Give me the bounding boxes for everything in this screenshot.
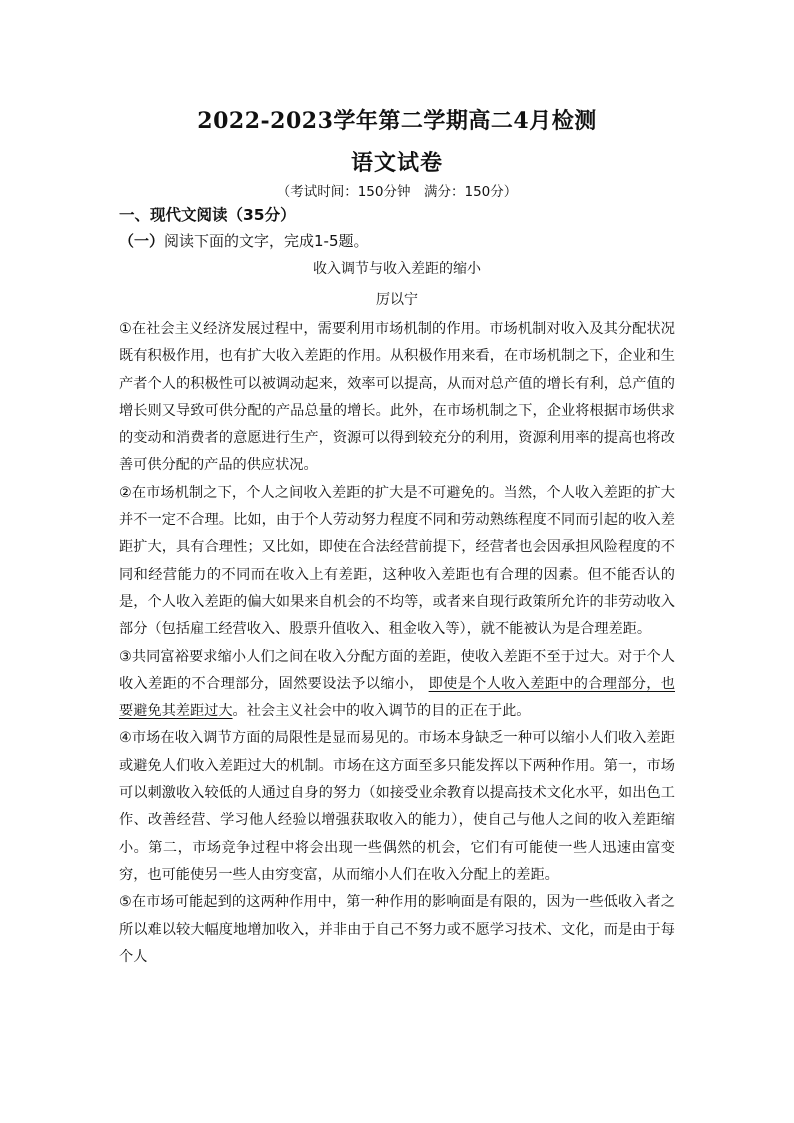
paragraph-1: ①在社会主义经济发展过程中，需要利用市场机制的作用。市场机制对收入及其分配状况既有积极作用，也有扩大收入差距的作用。从积极作用来看，在市场机制之下，企业和生产者个人的积极性可以被调动起来，效率可以提高，从而对总产值的增长有利，总产值的增长则又导致可供分配的产品总量的增长。此外，在市场机制之下，企业将根据市场供求的变动和消费者的意愿进行生产，资源可以得到较充分的利用，资源利用率的提高也将改善可供分配的产品的供应状况。 <box>119 321 675 474</box>
exam-title: 2022-2023学年第二学期高二4月检测 <box>197 108 597 134</box>
paragraph-3-text: ③共同富裕要求缩小人们之间在收入分配方面的差距，使收入差距不至于过大。对于个人收入差距的不合理部分，固然要设法予以缩小， <box>119 648 675 692</box>
paragraph-2: ②在市场机制之下，个人之间收入差距的扩大是不可避免的。当然，个人收入差距的扩大并不一定不合理。比如，由于个人劳动努力程度不同和劳动熟练程度不同而引起的收入差距扩大，具有合理性；又比如，即使在合法经营前提下，经营者也会因承担风险程度的不同和经营能力的不同而在收入上有差距，这种收入差距也有合理的因素。但不能否认的是，个人收入差距的偏大如果来自机会的不均等，或者来自现行政策所允许的非劳动收入部分（包括雇工经营收入、股票升值收入、租金收入等），就不能被认为是合理差距。 <box>119 484 675 638</box>
paragraph-3-ending: 。社会主义社会中的收入调节的目的正在于此。 <box>232 703 531 720</box>
section-heading: 一、现代文阅读（35分） <box>119 206 296 224</box>
sub-section-instruction <box>119 230 369 251</box>
sub-section-label: （一） <box>119 232 165 250</box>
paragraph-3 <box>119 644 675 726</box>
article-title: 收入调节与收入差距的缩小 <box>313 261 481 277</box>
underlined-sentence: 即使是个人收入差距中的合理部分，也要避免其差距过大 <box>119 675 675 720</box>
paragraph-5: ⑤在市场可能起到的这两种作用中，第一种作用的影响面是有限的，因为一些低收入者之所以难以较大幅度地增加收入，并非由于自己不努力或不愿学习技术、文化，而是由于每个人 <box>119 894 675 965</box>
exam-time-score-info: （考试时间：150分钟 满分：150分） <box>276 184 518 200</box>
exam-subject-title: 语文试卷 <box>350 150 443 176</box>
sub-section-text: 阅读下面的文字，完成1-5题。 <box>164 232 369 250</box>
article-body <box>119 316 675 971</box>
paragraph-4: ④市场在收入调节方面的局限性是显而易见的。市场本身缺乏一种可以缩小人们收入差距或避免人们收入差距过大的机制。市场在这方面至多只能发挥以下两种作用。第一，市场可以刺激收入较低的人通过自身的努力（如接受业余教育以提高技术文化水平，如出色工作、改善经营、学习他人经验以增强获取收入的能力），使自己与他人之间的收入差距缩小。第二，市场竞争过程中将会出现一些偶然的机会，它们有可能使一些人迅速由富变穷，也可能使另一些人由穷变富，从而缩小人们在收入分配上的差距。 <box>119 730 675 883</box>
article-author: 厉以宁 <box>376 292 418 308</box>
